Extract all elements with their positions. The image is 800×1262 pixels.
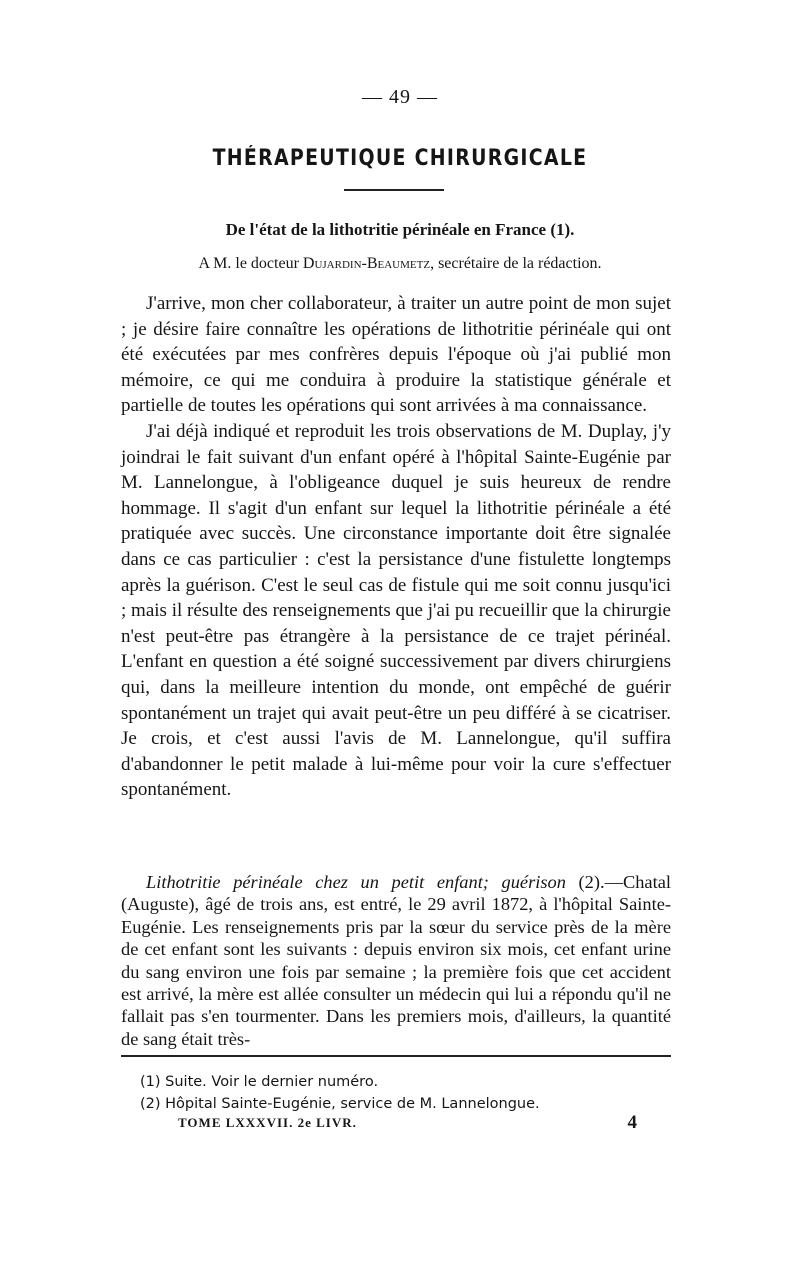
body-paragraph-1: J'arrive, mon cher collaborateur, à traiter un autre point de mon sujet ; je désire faire connaître les opérations de lithotritie périnéale qui ont été exécutées par mes confrères depuis l'époque où j'ai publié mon mémoire, ce qui me conduira à produire la statistique générale et partielle de toutes les opérations qui sont arrivées à ma connaissance. <box>121 293 671 417</box>
case-text: —Chatal (Auguste), âgé de trois ans, est entré, le 29 avril 1872, à l'hôpital Sainte-Eugénie. Les renseignements pris par la sœur du service près de la mère de cet enfant sont les suivants : depuis environ six mois, cet enfant urine du sang environ une fois par semaine ; la première fois que cet accident est arrivé, la mère est allée consulter un médecin qui lui a répondu qu'il ne fallait pas s'en tourmenter. Dans les premiers mois, d'ailleurs, la quantité de sang était très- <box>121 872 671 1049</box>
address-prefix: A M. le docteur <box>198 255 299 272</box>
footnote-rule <box>121 1055 671 1057</box>
case-title: Lithotritie périnéale chez un petit enfant; guérison <box>146 872 566 892</box>
page-number: — 49 — <box>362 86 438 108</box>
case-ref: (2). <box>578 872 605 892</box>
printer-signature <box>178 1112 638 1133</box>
address-line <box>0 255 800 273</box>
address-suffix: secrétaire de la rédaction. <box>438 255 602 272</box>
case-report <box>121 871 671 1050</box>
case-paragraph <box>121 871 671 1050</box>
title-rule <box>344 189 444 191</box>
footnote-2: (2) Hôpital Sainte-Eugénie, service de M. Lannelongue. <box>140 1096 540 1112</box>
section-title: THÉRAPEUTIQUE CHIRURGICALE <box>212 146 588 171</box>
address-name: Dujardin-Beaumetz, <box>302 255 435 272</box>
signature-number: 4 <box>627 1112 638 1133</box>
footnote-1: (1) Suite. Voir le dernier numéro. <box>140 1074 379 1090</box>
footnotes <box>140 1071 660 1115</box>
article-title: De l'état de la lithotritie périnéale en France (1). <box>225 220 575 239</box>
body-text <box>121 291 671 803</box>
signature-volume: TOME LXXXVII. 2e LIVR. <box>178 1115 357 1130</box>
body-paragraph-2: J'ai déjà indiqué et reproduit les trois observations de M. Duplay, j'y joindrai le fait suivant d'un enfant opéré à l'hôpital Sainte-Eugénie par M. Lannelongue, à l'obligeance duquel je suis heureux de rendre hommage. Il s'agit d'un enfant sur lequel la lithotritie périnéale a été pratiquée avec succès. Une circonstance importante doit être signalée dans ce cas particulier : c'est la persistance d'une fistulette longtemps après la guérison. C'est le seul cas de fistule qui me soit connu jusqu'ici ; mais il résulte des renseignements que j'ai pu recueillir que la chirurgie n'est peut-être pas étrangère à la persistance de ce trajet périnéal. L'enfant en question a été soigné successivement par divers chirurgiens qui, dans la meilleure intention du monde, ont empêché de guérir spontanément un trajet qui avait peut-être un peu différé à se cicatriser. Je crois, et c'est aussi l'avis de M. Lannelongue, qu'il suffira d'abandonner le petit malade à lui-même pour voir la cure s'effectuer spontanément. <box>121 420 671 801</box>
